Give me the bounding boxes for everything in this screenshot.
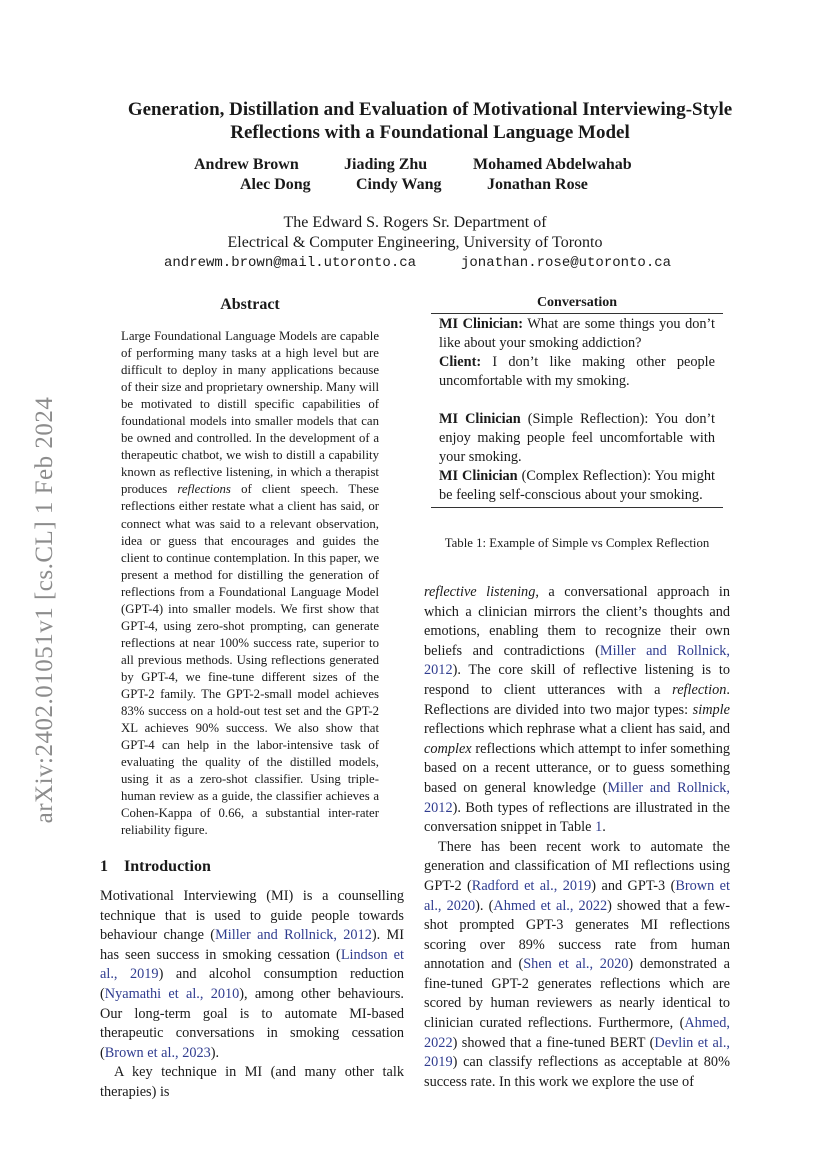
citation-link[interactable]: Miller and Rollnick, 2012 (424, 642, 731, 679)
text-run: ) and GPT-3 ( (591, 877, 676, 894)
author-name: Andrew Brown (194, 156, 299, 173)
email-link[interactable]: jonathan.rose@utoronto.ca (461, 255, 672, 271)
text-run: . Reflections are divided into two major types: (424, 681, 730, 718)
table-body (431, 314, 723, 508)
paragraph (100, 1063, 404, 1102)
text-run: Motivational Interviewing (MI) is a counselling technique that is used to guide people towards behaviour change ( (100, 888, 404, 944)
affiliation-line-1: The Edward S. Rogers Sr. Department of (283, 214, 547, 231)
citation-link[interactable]: Brown et al., 2023 (104, 1044, 211, 1061)
table-reference-link[interactable]: 1 (595, 819, 603, 836)
citation-link[interactable]: Ahmed et al., 2022 (493, 897, 608, 914)
text-run: ), among other behaviours. Our long-term goal is to automate MI-based therapeutic conversations in smoking cessation ( (100, 985, 404, 1061)
emphasis: reflection (672, 681, 727, 698)
text-run: ). Both types of reflections are illustrated in the conversation snippet in Table (424, 799, 730, 836)
citation-link[interactable]: Shen et al., 2020 (523, 956, 629, 973)
text-run: ) and alcohol consumption reduction ( (100, 966, 404, 1002)
turn-text: (Complex Reflection): You might be feeling self-conscious about your smoking. (439, 468, 715, 503)
email-link[interactable]: andrewm.brown@mail.utoronto.ca (164, 255, 417, 271)
emphasis: reflective listening (424, 584, 536, 600)
text-run: . (602, 819, 606, 836)
citation-link[interactable]: Devlin et al., 2019 (424, 1034, 730, 1071)
abstract-body (121, 328, 379, 839)
arxiv-identifier (20, 375, 70, 845)
paragraph (424, 838, 730, 1093)
text-run: reflections which rephrase what a client has said, and (424, 721, 730, 738)
section-title: Introduction (124, 858, 211, 875)
conversation-turn (439, 467, 715, 505)
speaker-label: Client: (439, 354, 482, 370)
citation-link[interactable]: Nyamathi et al., 2010 (104, 985, 240, 1002)
abstract-text: Large Foundational Language Models are capable of performing many tasks at a high level but are difficult to deploy in many applications because of their size and proprietary ownership. Many will be motivated to distill specific capabilities of foundational models into smaller models that can be owned and controlled. In the development of a therapeutic chatbot, we wish to distill a capability known as reflective listening, in which a therapist produces (121, 329, 379, 497)
paragraph (424, 583, 730, 838)
table-caption: Table 1: Example of Simple vs Complex Reflection (444, 536, 710, 550)
author-name: Cindy Wang (356, 176, 442, 193)
speaker-label: MI Clinician (439, 468, 518, 484)
conversation-turn (439, 353, 715, 391)
citation-link[interactable]: Radford et al., 2019 (471, 877, 592, 894)
text-run: ). MI has seen success in smoking cessation ( (100, 927, 404, 963)
abstract-emphasis: reflections (177, 482, 231, 497)
text-run: ). ( (475, 897, 494, 914)
section-number: 1 (100, 858, 108, 875)
section-heading (100, 858, 211, 876)
affiliation-line-2: Electrical & Computer Engineering, University of Toronto (227, 234, 603, 251)
turn-text: What are some things you don’t like about your smoking addiction? (439, 316, 715, 351)
arxiv-identifier-text: arXiv:2402.01051v1 [cs.CL] 1 Feb 2024 (31, 396, 58, 824)
conversation-table (431, 295, 723, 508)
text-run: A key technique in MI (and many other talk therapies) is (100, 1064, 404, 1100)
citation-link[interactable]: Miller and Rollnick, 2012 (215, 927, 372, 944)
text-run: ) showed that a fine-tuned BERT ( (452, 1034, 655, 1051)
text-run: ) showed that a few-shot prompted GPT-3 generates MI reflections scoring over 89% success rate from human annotation and ( (424, 897, 730, 973)
citation-link[interactable]: Lindson et al., 2019 (100, 946, 404, 983)
table-header: Conversation (431, 295, 723, 314)
author-name: Mohamed Abdelwahab (473, 156, 632, 173)
title-line-2: Reflections with a Foundational Language Model (230, 122, 630, 143)
speaker-label: MI Clinician (439, 411, 521, 427)
turn-text: (Simple Reflection): You don’t enjoy making people feel uncomfortable with your smoking. (439, 411, 715, 465)
citation-link[interactable]: Miller and Rollnick, 2012 (424, 779, 730, 816)
conversation-turn (439, 315, 715, 353)
text-run: , a conversational approach in which a clinician mirrors the client’s thoughts and emotions, enabling them to recognize their own beliefs and contradictions ( (424, 584, 730, 659)
paper-title (80, 98, 780, 144)
text-run: reflections which attempt to infer something based on a recent utterance, or to guess something based on general knowledge ( (424, 740, 730, 796)
emphasis: simple (692, 701, 730, 718)
speaker-label: MI Clinician: (439, 316, 523, 332)
abstract-heading: Abstract (220, 296, 280, 313)
author-name: Alec Dong (240, 176, 311, 193)
abstract-text: of client speech. These reflections either restate what a client has said, or connect what was said to a relevant observation, idea or guess that encourages and guides the client to continue contemplation. In this paper, we present a method for distilling the generation of reflections from a Foundational Language Model (GPT-4) into smaller models. We first show that GPT-4, using zero-shot prompting, can generate reflections at near 100% success rate, superior to all previous methods. Using reflections generated by GPT-4, we fine-tune different sizes of the GPT-2 family. The GPT-2-small model achieves 83% success on a hold-out test set and the GPT-2 XL achieves 90% success. We also show that GPT-4 can help in the labor-intensive task of evaluating the quality of the distilled models, using it as a zero-shot classifier. Using triple-human review as a guide, the classifier achieves a Cohen-Kappa of 0.66, a substantial inter-rater reliability figure. (121, 482, 379, 838)
turn-text: I don’t like making other people uncomfortable with my smoking. (439, 354, 715, 389)
title-line-1: Generation, Distillation and Evaluation of Motivational Interviewing-Style (127, 99, 733, 120)
text-run: ) demonstrated a fine-tuned GPT-2 generates reflections which are scored by human reviewers as nearly identical to clinician curated reflections. Furthermore, ( (424, 956, 730, 1032)
paragraph (100, 887, 404, 1063)
spacer (439, 391, 715, 410)
conversation-turn (439, 410, 715, 467)
text-run: ) can classify reflections as acceptable at 80% success rate. In this work we explore the use of (424, 1054, 730, 1090)
citation-link[interactable]: Ahmed, 2022 (424, 1015, 730, 1051)
citation-link[interactable]: Brown et al., 2020 (424, 877, 731, 914)
emphasis: complex (424, 740, 472, 757)
author-name: Jiading Zhu (344, 156, 428, 173)
intro-right-column (424, 583, 730, 1092)
author-name: Jonathan Rose (487, 176, 588, 193)
text-run: There has been recent work to automate the generation and classification of MI reflections using GPT-2 ( (424, 838, 730, 894)
text-run: ). (210, 1044, 220, 1061)
text-run: ). The core skill of reflective listening is to respond to client utterances with a (424, 662, 730, 698)
intro-left-column (100, 887, 404, 1103)
